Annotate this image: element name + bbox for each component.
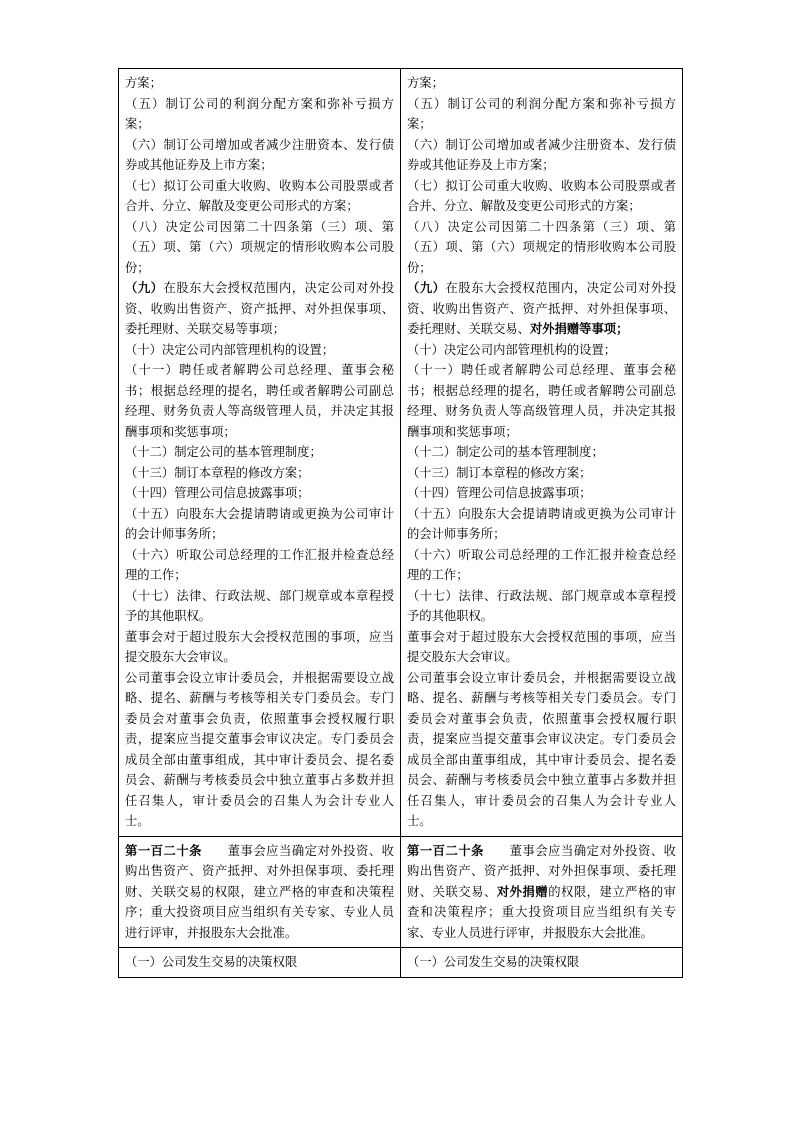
paragraph: （五）制订公司的利润分配方案和弥补亏损方案；	[125, 96, 394, 131]
table-cell-left	[119, 69, 401, 837]
emphasized-text: 第一百二十条	[125, 843, 203, 858]
paragraph: （七）拟订公司重大收购、收购本公司股票或者合并、分立、解散及变更公司形式的方案；	[125, 178, 394, 213]
cell-content	[407, 841, 676, 944]
paragraph: （八）决定公司因第二十四条第（三）项、第（五）项、第（六）项规定的情形收购本公司股份；	[407, 219, 676, 275]
paragraph: （六）制订公司增加或者减少注册资本、发行债券或其他证券及上市方案；	[407, 137, 676, 172]
paragraph: 方案；	[125, 76, 162, 90]
table-cell-right	[401, 948, 683, 978]
paragraph: （十二）制定公司的基本管理制度；	[125, 445, 322, 459]
table-row	[119, 836, 683, 948]
emphasized-text: 第一百二十条	[407, 843, 485, 858]
paragraph: （一）公司发生交易的决策权限	[125, 955, 298, 969]
paragraph: 第一百二十条 董事会应当确定对外投资、收购出售资产、资产抵押、对外担保事项、委托理财、关联交易、对外捐赠的权限，建立严格的审查和决策程序；重大投资项目应当组织有关专家、专业人员进行评审，并报股东大会批准。	[407, 843, 676, 940]
emphasized-text: 对外捐赠	[496, 884, 549, 899]
paragraph: （十三）制订本章程的修改方案；	[125, 465, 310, 480]
emphasized-text: （九）	[125, 281, 164, 295]
paragraph: （十五）向股东大会提请聘请或更换为公司审计的会计师事务所；	[407, 506, 676, 541]
table-body	[119, 69, 683, 978]
cell-content	[125, 73, 394, 832]
cell-content	[125, 841, 394, 944]
paragraph: （一）公司发生交易的决策权限	[407, 955, 580, 969]
paragraph: 方案；	[407, 76, 444, 90]
paragraph: 董事会对于超过股东大会授权范围的事项，应当提交股东大会审议。	[407, 629, 676, 664]
cell-content	[407, 952, 676, 973]
paragraph: 公司董事会设立审计委员会，并根据需要设立战略、提名、薪酬与考核等相关专门委员会。专门委员会对董事会负责，依照董事会授权履行职责，提案应当提交董事会审议决定。专门委员会成员全部由董事组成，其中审计委员会、提名委员会、薪酬与考核委员会中独立董事占多数并担任召集人，审计委员会的召集人为会计专业人士。	[125, 670, 394, 828]
paragraph: （九）在股东大会授权范围内，决定公司对外投资、收购出售资产、资产抵押、对外担保事项、委托理财、关联交易等事项；	[125, 281, 394, 336]
paragraph: （八）决定公司因第二十四条第（三）项、第（五）项、第（六）项规定的情形收购本公司股份；	[125, 219, 394, 275]
table-cell-left	[119, 948, 401, 978]
paragraph: （十六）听取公司总经理的工作汇报并检查总经理的工作；	[125, 547, 394, 582]
paragraph: （十六）听取公司总经理的工作汇报并检查总经理的工作；	[407, 547, 676, 582]
cell-content	[125, 952, 394, 973]
paragraph: （五）制订公司的利润分配方案和弥补亏损方案；	[407, 96, 676, 131]
paragraph: （十二）制定公司的基本管理制度；	[407, 445, 604, 459]
emphasized-text: （九）	[407, 281, 446, 295]
paragraph: （十五）向股东大会提请聘请或更换为公司审计的会计师事务所；	[125, 506, 394, 541]
cell-content	[407, 73, 676, 832]
table-cell-right	[401, 69, 683, 837]
table-cell-left	[119, 836, 401, 948]
paragraph: （六）制订公司增加或者减少注册资本、发行债券或其他证券及上市方案；	[125, 137, 394, 172]
emphasized-text: 对外捐赠等事项；	[529, 322, 629, 336]
paragraph: （十）决定公司内部管理机构的设置；	[125, 342, 335, 357]
paragraph: （七）拟订公司重大收购、收购本公司股票或者合并、分立、解散及变更公司形式的方案；	[407, 178, 676, 213]
paragraph: 第一百二十条 董事会应当确定对外投资、收购出售资产、资产抵押、对外担保事项、委托理财、关联交易的权限，建立严格的审查和决策程序；重大投资项目应当组织有关专家、专业人员进行评审，并报股东大会批准。	[125, 843, 394, 940]
paragraph: （十三）制订本章程的修改方案；	[407, 465, 592, 480]
table-row	[119, 69, 683, 837]
paragraph: （十七）法律、行政法规、部门规章或本章程授予的其他职权。	[125, 588, 394, 623]
comparison-table	[118, 68, 683, 978]
paragraph: （十一）聘任或者解聘公司总经理、董事会秘书；根据总经理的提名，聘任或者解聘公司副总经理、财务负责人等高级管理人员，并决定其报酬事项和奖惩事项；	[407, 363, 676, 439]
paragraph: （十）决定公司内部管理机构的设置；	[407, 342, 617, 357]
paragraph: （十七）法律、行政法规、部门规章或本章程授予的其他职权。	[407, 588, 676, 623]
paragraph: （十一）聘任或者解聘公司总经理、董事会秘书；根据总经理的提名，聘任或者解聘公司副总经理、财务负责人等高级管理人员，并决定其报酬事项和奖惩事项；	[125, 363, 394, 439]
paragraph: 公司董事会设立审计委员会，并根据需要设立战略、提名、薪酬与考核等相关专门委员会。专门委员会对董事会负责，依照董事会授权履行职责，提案应当提交董事会审议决定。专门委员会成员全部由董事组成，其中审计委员会、提名委员会、薪酬与考核委员会中独立董事占多数并担任召集人，审计委员会的召集人为会计专业人士。	[407, 670, 676, 828]
table-cell-right	[401, 836, 683, 948]
paragraph: （十四）管理公司信息披露事项；	[125, 486, 310, 500]
paragraph: （九）在股东大会授权范围内，决定公司对外投资、收购出售资产、资产抵押、对外担保事项、委托理财、关联交易、对外捐赠等事项；	[407, 281, 676, 336]
table-row	[119, 948, 683, 978]
paragraph: （十四）管理公司信息披露事项；	[407, 486, 592, 500]
paragraph: 董事会对于超过股东大会授权范围的事项，应当提交股东大会审议。	[125, 629, 394, 664]
